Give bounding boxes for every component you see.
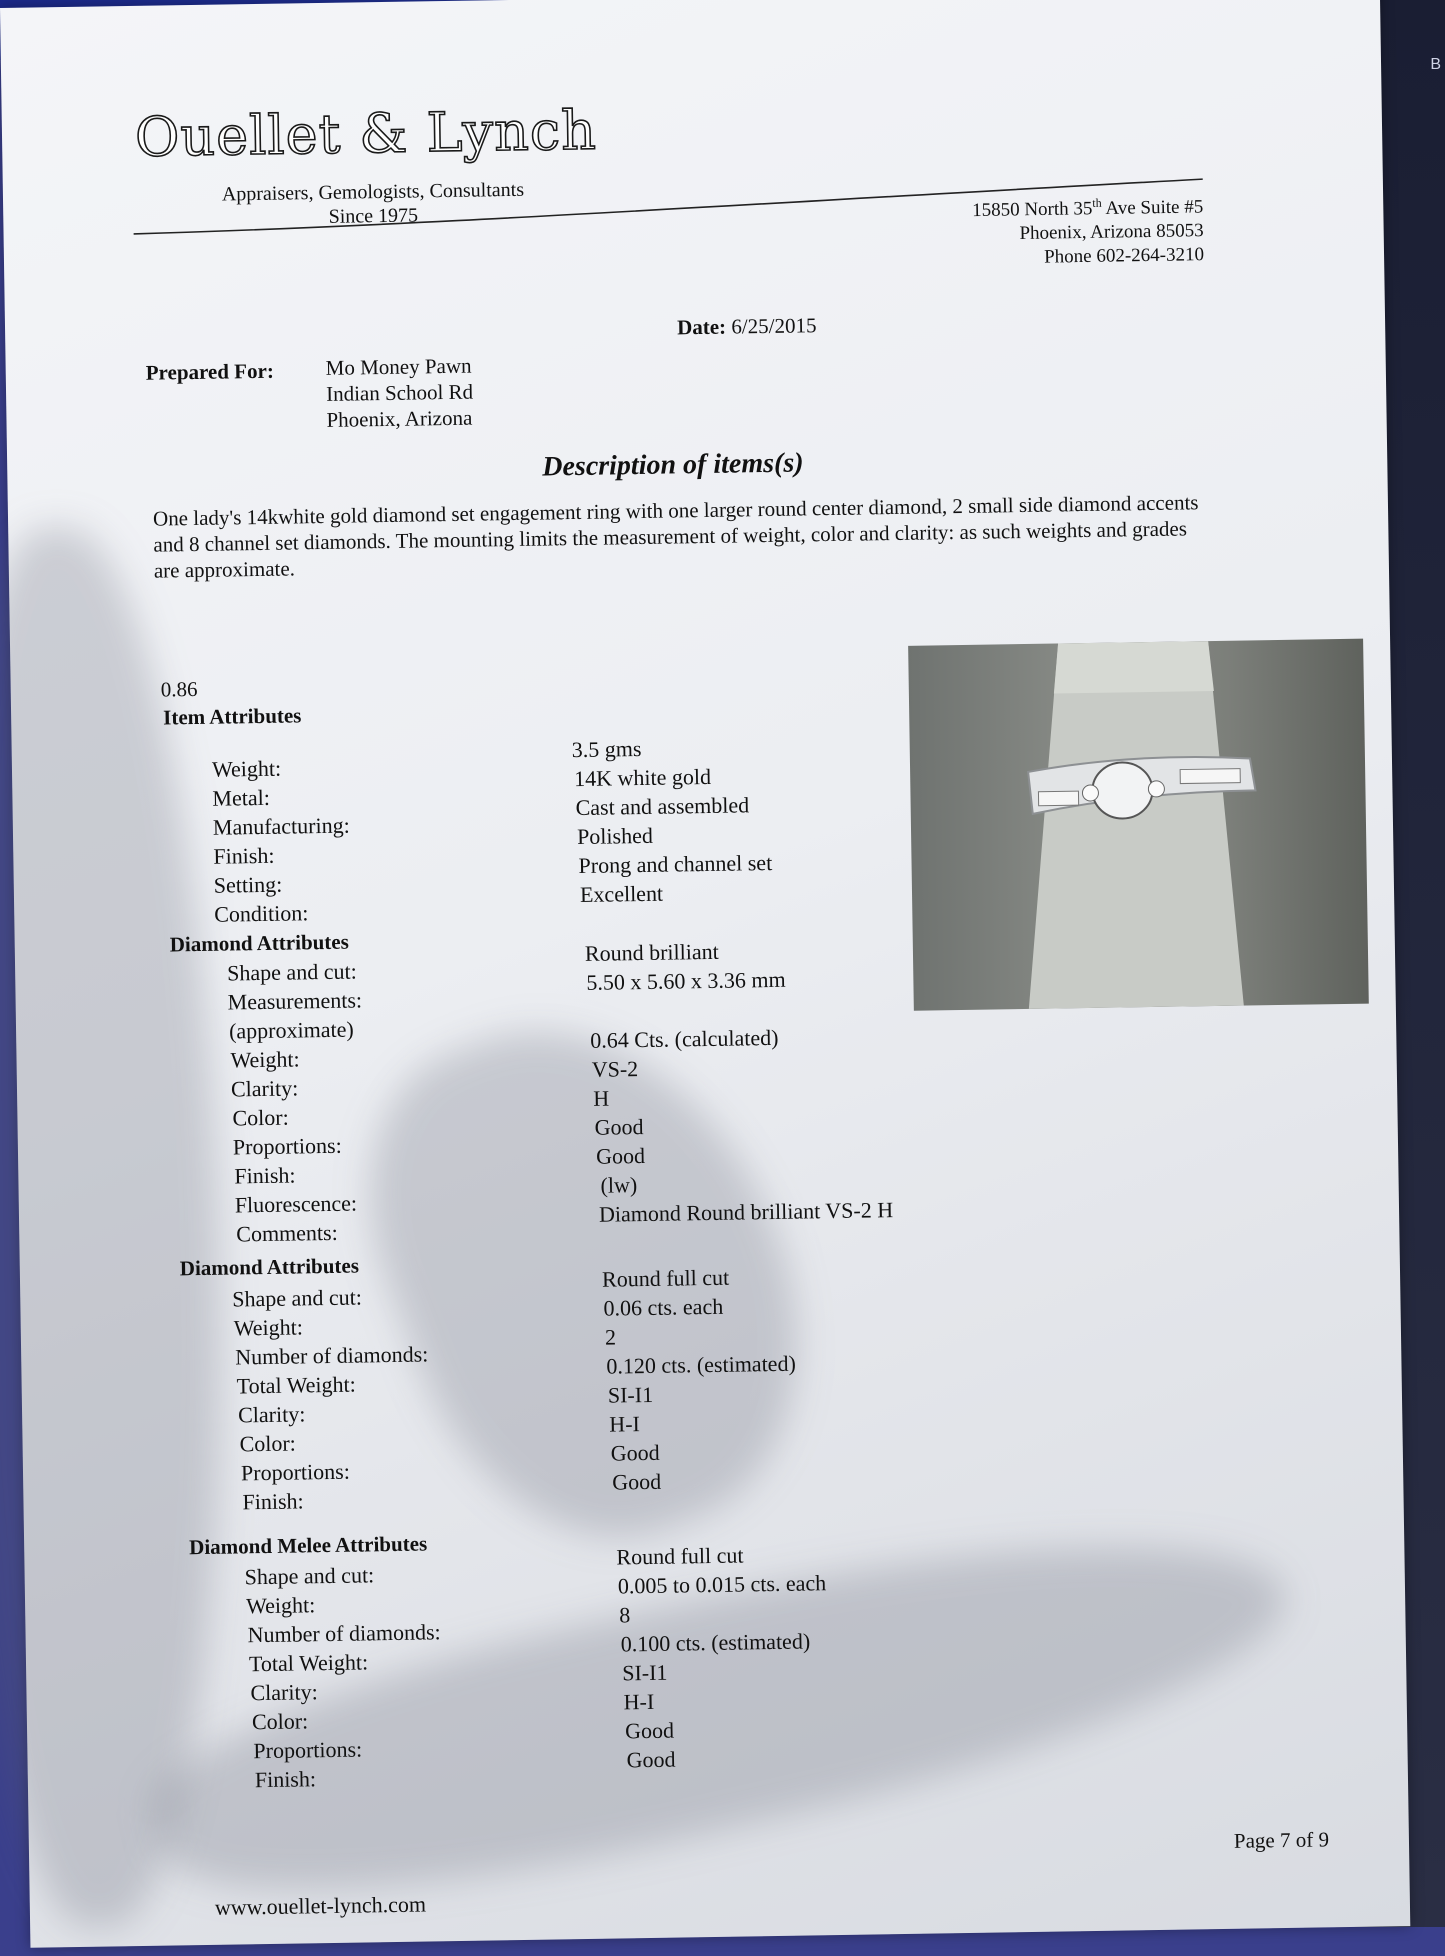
table-row-label: Finish: <box>254 1766 317 1793</box>
ring-photo <box>908 639 1369 1011</box>
table-row-label: Clarity: <box>237 1401 306 1428</box>
address-line2: Phoenix, Arizona 85053 <box>1019 220 1204 245</box>
prepared-for-address: Mo Money Pawn Indian School Rd Phoenix, Arizona <box>325 353 474 432</box>
melee-attributes-heading: Diamond Melee Attributes <box>189 1531 428 1560</box>
table-row-value: Round brilliant <box>584 938 719 966</box>
table-row-label: Shape and cut: <box>232 1284 363 1312</box>
description-text: One lady's 14kwhite gold diamond set engagement ring with one larger round center diamond, 2 small side diamond accents and 8 channel set diamonds. The mounting limits the measurement of weight, color and clarity: as such weights and grades are approximate. <box>152 490 1199 583</box>
table-row-value: Good <box>594 1114 644 1140</box>
table-row-value: H <box>593 1085 610 1111</box>
tagline-line2: Since 1975 <box>328 204 419 228</box>
table-row-value: 0.06 cts. each <box>603 1293 724 1321</box>
page-number: Page 7 of 9 <box>1233 1827 1330 1853</box>
table-row-value: 0.120 cts. (estimated) <box>606 1350 796 1379</box>
table-row-label: Shape and cut: <box>226 958 357 986</box>
table-row-value: Good <box>626 1746 676 1773</box>
table-row-label: Weight: <box>233 1314 304 1341</box>
table-row-value: Polished <box>576 822 654 850</box>
side-diamond-attributes-heading: Diamond Attributes <box>179 1253 360 1281</box>
table-row-label: Setting: <box>213 871 283 898</box>
item-attributes-heading: Item Attributes <box>162 703 302 730</box>
hand-shadow <box>0 525 230 1929</box>
value-0-86: 0.86 <box>160 676 198 702</box>
table-row-label: Color: <box>251 1708 309 1735</box>
diamond-attributes-heading: Diamond Attributes <box>169 929 350 957</box>
description-title: Description of items(s) <box>542 447 804 483</box>
table-row-label: Number of diamonds: <box>235 1341 429 1370</box>
table-row-label: Manufacturing: <box>212 812 350 840</box>
table-row-value: 0.005 to 0.015 cts. each <box>617 1570 827 1599</box>
table-row-value: 2 <box>604 1324 617 1350</box>
table-row-label: Comments: <box>236 1219 338 1247</box>
address-line1: 15850 North 35th Ave Suite #5 <box>971 195 1204 222</box>
website-link[interactable]: www.ouellet-lynch.com <box>214 1891 427 1920</box>
table-row-label: Weight: <box>211 755 282 782</box>
table-row-value: Round full cut <box>601 1264 730 1292</box>
table-row-label: (approximate) <box>228 1016 354 1044</box>
table-row-label: Proportions: <box>240 1458 351 1486</box>
table-row-value: VS-2 <box>591 1056 639 1082</box>
table-row-value: Good <box>624 1717 675 1744</box>
table-row-label: Total Weight: <box>248 1649 369 1677</box>
table-row-value: 0.64 Cts. (calculated) <box>590 1024 779 1053</box>
table-row-label: Weight: <box>245 1592 316 1619</box>
table-row-label: Number of diamonds: <box>247 1619 441 1648</box>
table-row-value: Prong and channel set <box>578 849 773 879</box>
table-row-label: Condition: <box>214 900 309 927</box>
table-row-label: Clarity: <box>230 1075 299 1102</box>
table-row-value: 8 <box>619 1602 631 1628</box>
table-row-label: Finish: <box>213 842 275 869</box>
table-row-value: Good <box>610 1439 660 1466</box>
table-row-value: SI-I1 <box>622 1659 668 1686</box>
table-row-label: Finish: <box>234 1162 296 1189</box>
table-row-value: 5.50 x 5.60 x 3.36 mm <box>586 966 786 995</box>
table-row-value: SI-I1 <box>607 1381 654 1408</box>
table-row-value: Good <box>612 1468 662 1495</box>
company-logo: Ouellet & Lynch <box>134 98 598 169</box>
table-row-label: Color: <box>232 1104 289 1131</box>
document-date: Date: 6/25/2015 <box>676 313 817 340</box>
table-row-label: Color: <box>239 1430 297 1457</box>
table-row-value: 14K white gold <box>573 763 712 792</box>
table-row-label: Fluorescence: <box>234 1190 358 1218</box>
table-row-value: Excellent <box>579 880 664 907</box>
table-row-label: Proportions: <box>253 1736 363 1764</box>
table-row-value: H-I <box>623 1688 655 1715</box>
table-row-label: Measurements: <box>227 987 363 1015</box>
table-row-label: Shape and cut: <box>244 1562 375 1590</box>
table-row-label: Finish: <box>242 1488 304 1515</box>
prepared-for-label: Prepared For: <box>145 358 275 385</box>
table-row-label: Weight: <box>230 1046 300 1073</box>
address-line3: Phone 602-264-3210 <box>1043 244 1205 268</box>
table-row-value: Cast and assembled <box>575 792 750 821</box>
phone-shadow <box>320 968 861 1589</box>
table-row-label: Metal: <box>212 784 271 811</box>
table-row-value: (lw) <box>600 1172 638 1198</box>
table-row-value: Diamond Round brilliant VS-2 H <box>598 1197 894 1227</box>
company-address <box>823 189 1204 273</box>
table-row-value: 3.5 gms <box>571 736 642 763</box>
corner-letter: B <box>1430 56 1441 73</box>
tagline-line1: Appraisers, Gemologists, Consultants <box>221 178 525 206</box>
table-row-label: Total Weight: <box>236 1371 356 1399</box>
table-row-value: Round full cut <box>616 1542 744 1570</box>
table-row-label: Clarity: <box>250 1679 318 1706</box>
table-row-label: Proportions: <box>232 1132 342 1160</box>
table-row-value: H-I <box>609 1411 641 1437</box>
table-row-value: 0.100 cts. (estimated) <box>620 1628 811 1657</box>
table-row-value: Good <box>595 1143 646 1169</box>
